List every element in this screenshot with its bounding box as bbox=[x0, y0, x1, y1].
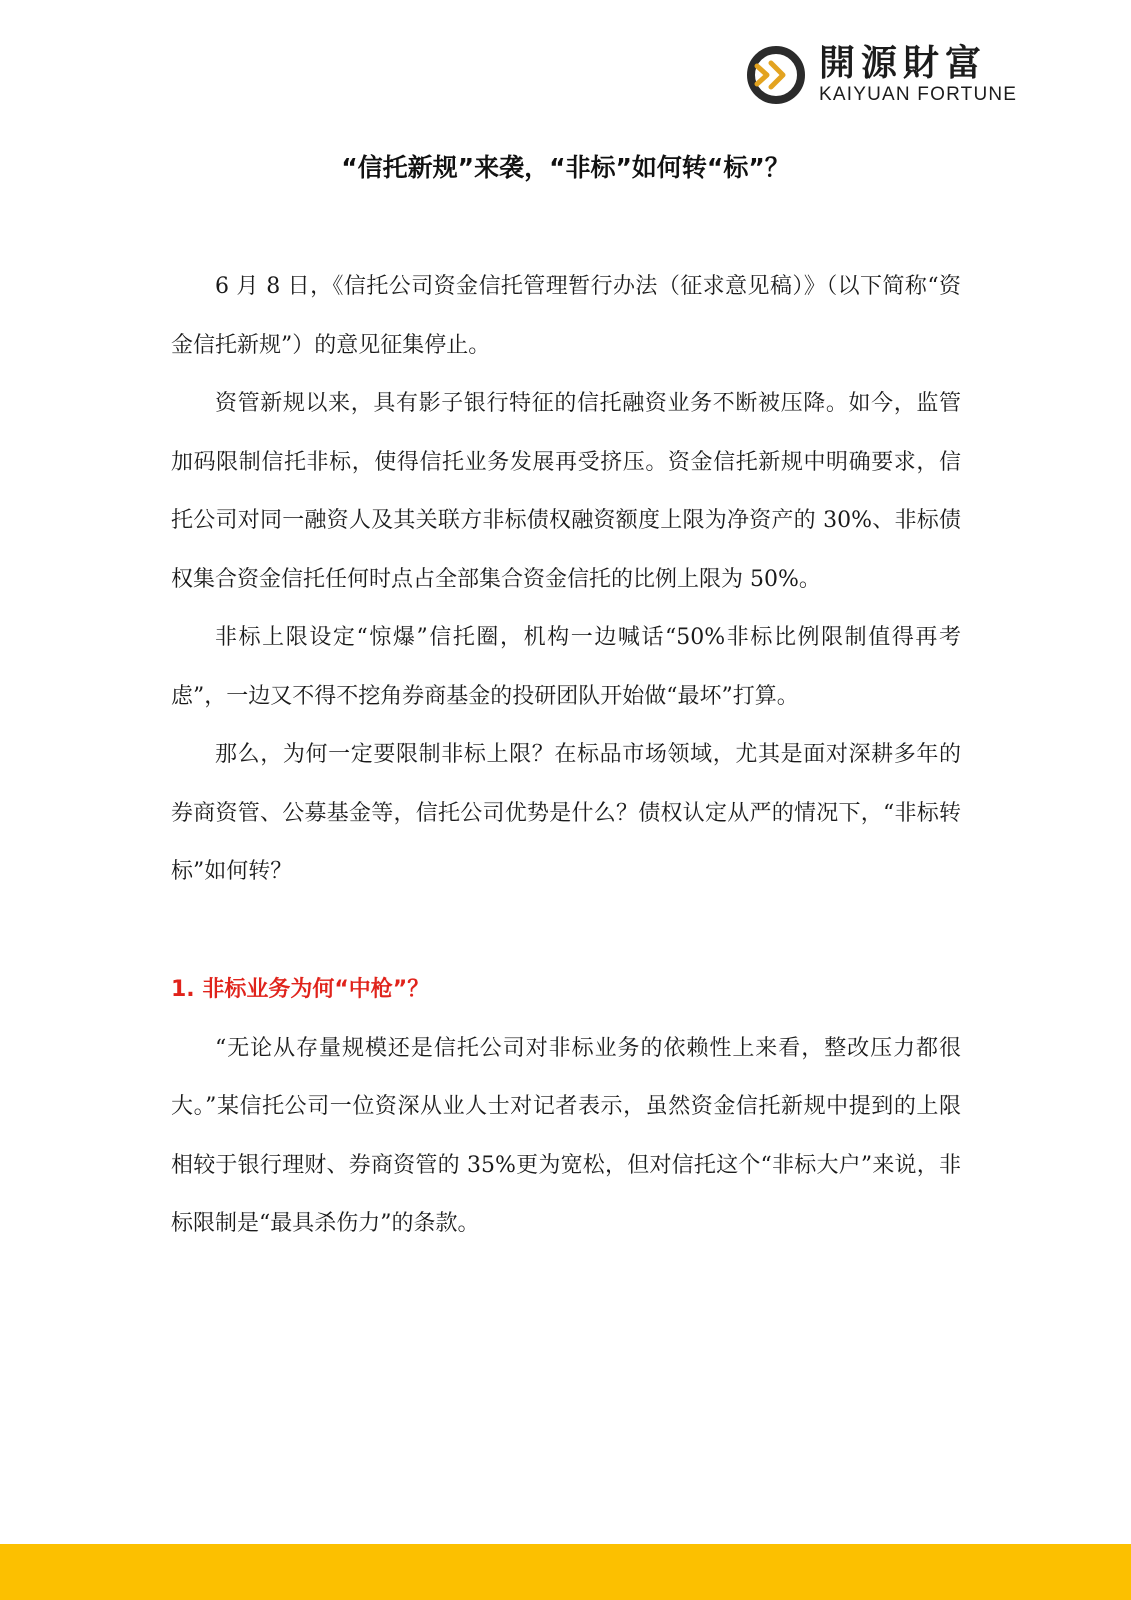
brand-name-cn: 開源財富 bbox=[819, 43, 988, 84]
section-spacer bbox=[171, 902, 961, 960]
paragraph: 那么，为何一定要限制非标上限？在标品市场领域，尤其是面对深耕多年的券商资管、公募基金等，信托公司优势是什么？债权认定从严的情况下，“非标转标”如何转？ bbox=[171, 742, 961, 884]
brand-name-en: KAIYUAN FORTUNE bbox=[819, 84, 1018, 105]
document-body bbox=[171, 258, 961, 1254]
document-title: “信托新规”来袭，“非标”如何转“标”？ bbox=[341, 153, 790, 182]
paragraph: 资管新规以来，具有影子银行特征的信托融资业务不断被压降。如今，监管加码限制信托非标，使得信托业务发展再受挤压。资金信托新规中明确要求，信托公司对同一融资人及其关联方非标债权融资额度上限为净资产的 30%、非标债权集合资金信托任何时点占全部集合资金信托的比例上限为 50%。 bbox=[171, 391, 961, 592]
paragraph: “无论从存量规模还是信托公司对非标业务的依赖性上来看，整改压力都很大。”某信托公司一位资深从业人士对记者表示，虽然资金信托新规中提到的上限相较于银行理财、券商资管的 35%更为宽松，但对信托这个“非标大户”来说，非标限制是“最具杀伤力”的条款。 bbox=[171, 1035, 961, 1236]
section-heading: 1. 非标业务为何“中枪”？ bbox=[171, 976, 430, 1002]
paragraph: 非标上限设定“惊爆”信托圈，机构一边喊话“50%非标比例限制值得再考虑”，一边又不得不挖角券商基金的投研团队开始做“最坏”打算。 bbox=[171, 625, 961, 709]
brand-logo bbox=[745, 44, 1035, 106]
paragraph: 6 月 8 日，《信托公司资金信托管理暂行办法（征求意见稿）》（以下简称“资金信托新规”）的意见征集停止。 bbox=[171, 274, 961, 358]
footer-bar bbox=[0, 1544, 1131, 1600]
kaiyuan-logo-icon bbox=[745, 44, 807, 106]
